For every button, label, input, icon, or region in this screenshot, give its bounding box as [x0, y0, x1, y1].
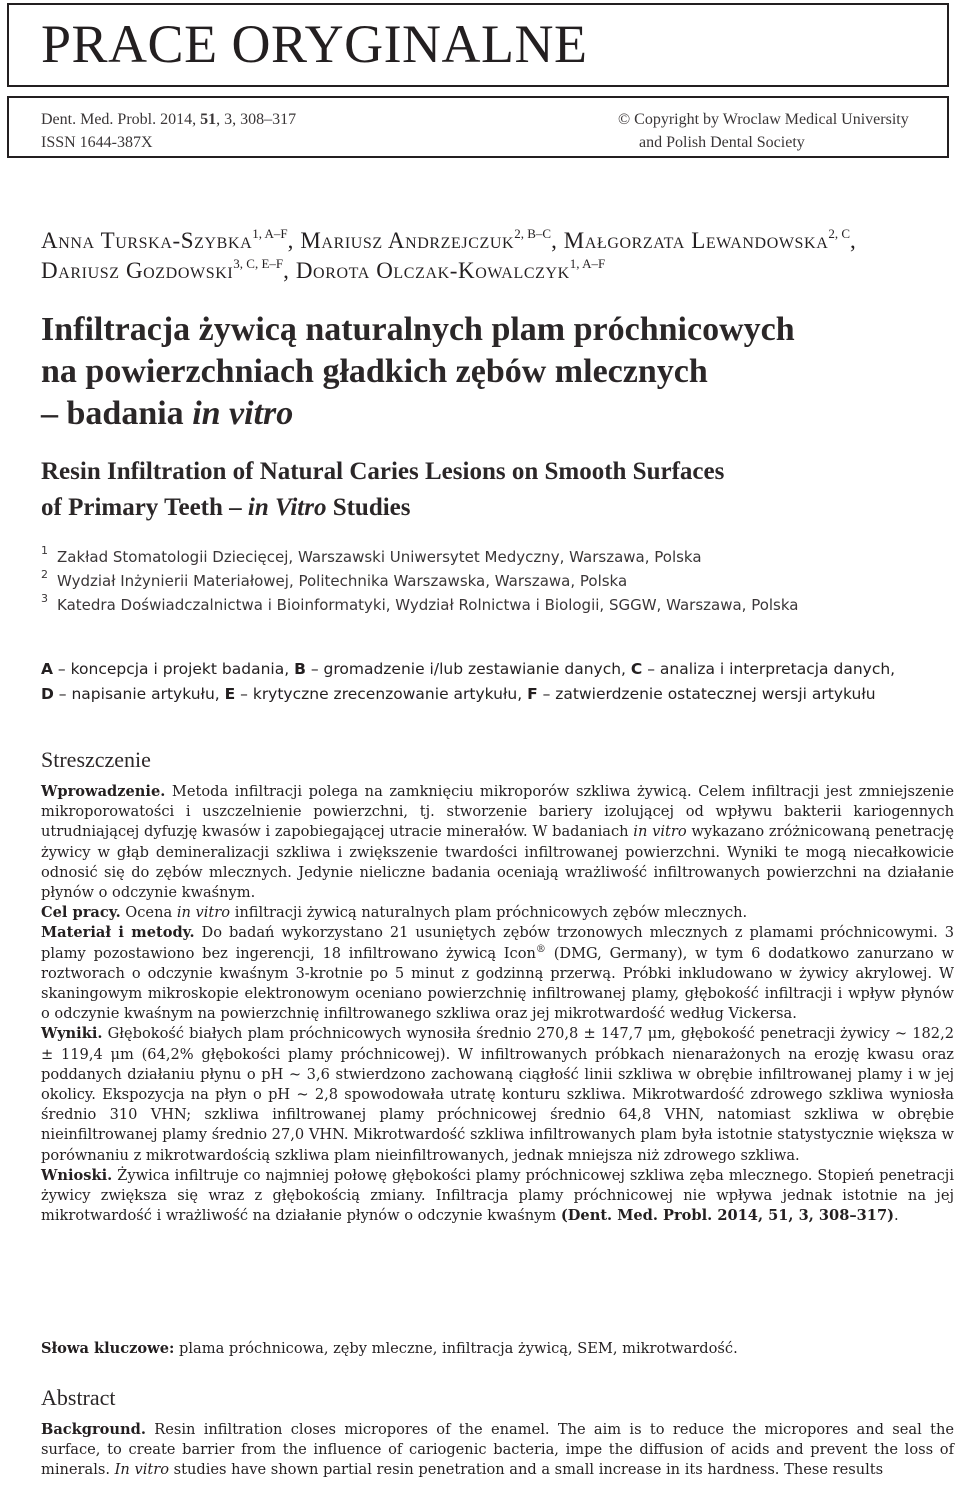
affiliation: 2 Wydział Inżynierii Materiałowej, Politechnika Warszawska, Warszawa, Polska: [41, 568, 628, 590]
streszczenie-body: [41, 782, 954, 1226]
aim-paragraph: Cel pracy. Ocena in vitro infiltracji żywicą naturalnych plam próchnicowych zębów mlecznych.: [41, 904, 748, 922]
section-title: PRACE ORYGINALNE: [41, 14, 588, 74]
abstract-heading: Abstract: [41, 1385, 116, 1410]
title-line: Resin Infiltration of Natural Caries Lesions on Smooth Surfaces: [41, 458, 725, 485]
issn: ISSN 1644-387X: [41, 134, 153, 151]
author: Anna Turska-Szybka$^{1, A-F}$,: [41, 226, 301, 253]
title-polish: [41, 309, 941, 435]
intro-paragraph: Wprowadzenie. Metoda infiltracji polega na zamknięciu mikroporów szkliwa żywicą. Celem infiltracji jest zmniejszenie mikroporowatości i uszczelnienie powierzchni, tj. stworzenie bariery izolującej od wpływu bakterii kariogennych utrudniającej dyfuzję kwasów i zapobiegającej utracie minerałów. W badaniach in vitro wykazano zróżnicowaną penetrację żywicy w głąb demineralizacji szkliwa i zwiększenie twardości infiltrowanej powierzchni. Wyniki te mogą niecałkowicie odnosić się do zębów mlecznych. Jedynie nieliczne badania oceniają wrażliwość infiltrowanych powierzchni na działanie płynów o odczynie kwaśnym.: [41, 783, 955, 902]
author: Małgorzata Lewandowska$^{2, C}$,: [563, 226, 857, 253]
journal-volume: 51: [200, 111, 217, 128]
background-paragraph: Background. Resin infiltration closes micropores of the enamel. The aim is to reduce the micropores and seal the surface, to create barrier from the influence of cariogenic bacteria, impe the diffusion of acids and prevent the loss of minerals. In vitro studies have shown partial resin penetration and a small increase in its hardness. These results: [41, 1421, 954, 1479]
author-list: [41, 226, 941, 286]
author: Dariusz Gozdowski$^{3, C, E-F}$,: [41, 256, 296, 283]
author-contributions: A – koncepcja i projekt badania, B – gromadzenie i/lub zestawianie danych, C – analiza i interpretacja danych, D – napisanie artykułu, E – krytyczne zrecenzowanie artykułu, F – zatwierdzenie ostatecznej wersji artykułu: [41, 660, 896, 703]
affiliation: 3 Katedra Doświadczalnictwa i Bioinformatyki, Wydział Rolnictwa i Biologii, SGGW, Warszawa, Polska: [41, 592, 799, 614]
copyright-line: © Copyright by Wroclaw Medical University: [618, 111, 909, 128]
title-line: na powierzchniach gładkich zębów mlecznych: [41, 353, 708, 390]
keywords: Słowa kluczowe: plama próchnicowa, zęby mleczne, infiltracja żywicą, SEM, mikrotwardość.: [41, 1340, 738, 1357]
journal-pages: , 3, 308–317: [216, 111, 297, 128]
copyright-line: and Polish Dental Society: [639, 134, 805, 151]
title-line: – badania in vitro: [41, 395, 294, 432]
methods-paragraph: Materiał i metody. Do badań wykorzystano 21 usuniętych zębów trzonowych mlecznych z plamami próchnicowymi. 3 plamy pozostawiono bez ingerencji, 18 infiltrowano żywicą Icon® (DMG, Germany), w tym 6 dodatkowo zanurzano w roztworach o odczynie kwaśnym 3-krotnie po 5 minut z godzinną przerwą. Próbki inkludowano w żywicy akrylowej. W skaningowym mikroskopie elektronowym oceniano powierzchnię infiltrowanej plamy, głębokość infiltracji i wpływ płynów o odczynie kwaśnym na powierzchnię infiltrowanego szkliwa oraz jej mikrotwardość według Vickersa.: [41, 924, 954, 1023]
copyright-notice: [618, 108, 938, 154]
journal-name: Dent. Med. Probl. 2014,: [41, 111, 201, 128]
journal-citation: [41, 108, 296, 154]
author: Dorota Olczak-Kowalczyk$^{1, A-F}$: [295, 256, 606, 283]
title-english: [41, 454, 941, 526]
affiliation: 1 Zakład Stomatologii Dziecięcej, Warszawski Uniwersytet Medyczny, Warszawa, Polska: [41, 544, 702, 566]
author: Mariusz Andrzejczuk$^{2, B-C}$,: [300, 226, 564, 253]
title-line: Infiltracja żywicą naturalnych plam próchnicowych: [41, 311, 795, 348]
streszczenie-heading: Streszczenie: [41, 747, 151, 772]
results-paragraph: Wyniki. Głębokość białych plam próchnicowych wynosiła średnio 270,8 ± 147,7 μm, głębokość penetracji żywicy ~ 182,2 ± 119,4 μm (64,2% głębokości plamy próchnicowej). W infiltrowanych próbkach nienarażonych na erozję kwasu oraz poddanych działaniu płynu o pH ~ 3,6 stwierdzono zachowaną ciągłość linii szkliwa w obrębie infiltrowanej plamy i w jej okolicy. Ekspozycja na płyn o pH ~ 2,8 spowodowała utratę konturu szkliwa. Mikrotwardość zdrowego szkliwa wyniosła średnio 310 VHN; szkliwa infiltrowanej plamy próchnicowej średnio 64,8 VHN, natomiast szkliwa w obrębie nieinfiltrowanej plamy średnio 27,0 VHN. Mikrotwardość szkliwa infiltrowanych plam była istotnie statystycznie większa w porównaniu z mikrotwardością szkliwa plam nieinfiltrowanych, jednak mniejsza niż zdrowego szkliwa.: [41, 1025, 954, 1164]
abstract-body: [41, 1420, 954, 1481]
title-line: of Primary Teeth – in Vitro Studies: [41, 494, 411, 521]
conclusions-paragraph: Wnioski. Żywica infiltruje co najmniej połowę głębokości plamy próchnicowej szkliwa zęba mlecznego. Stopień penetracji żywicy zwiększa się wraz z głębokością zmiany. Infiltracja plamy próchnicowej nie wpływa jednak istotnie na jej mikrotwardość i wrażliwość na działanie płynów o odczynie kwaśnym (Dent. Med. Probl. 2014, 51, 3, 308–317).: [41, 1166, 954, 1225]
affiliations: [41, 545, 941, 617]
